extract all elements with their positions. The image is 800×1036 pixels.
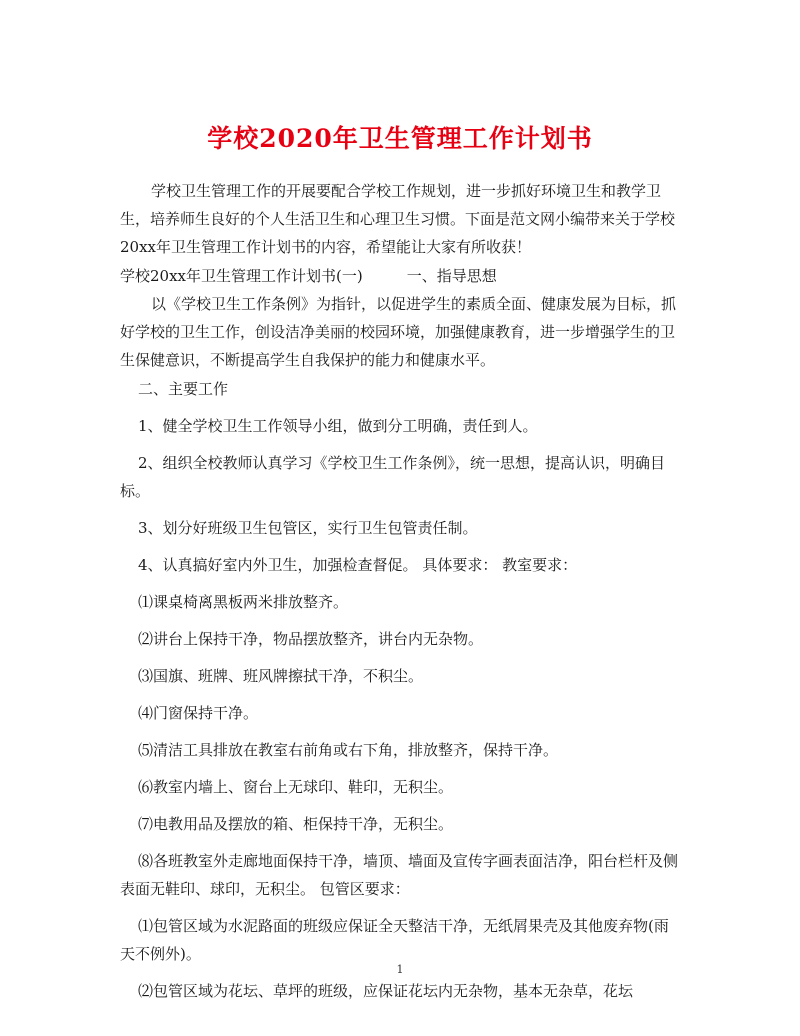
classroom-requirement: ⑺电教用品及摆放的箱、柜保持干净，无积尘。 (138, 815, 454, 833)
document-title: 学校2020年卫生管理工作计划书 (207, 123, 593, 153)
section-1-heading: 一、指导思想 (406, 267, 497, 285)
subtitle: 学校20xx年卫生管理工作计划书(一) (120, 267, 363, 285)
classroom-requirement: ⑻各班教室外走廊地面保持干净，墙顶、墙面及宣传字画表面洁净，阳台栏杆及侧表面无鞋印、球印，无积尘。 包管区要求： (120, 852, 679, 898)
document-body (120, 177, 682, 1005)
work-item: 1、健全学校卫生工作领导小组，做到分工明确，责任到人。 (138, 417, 538, 435)
section-2-heading: 二、主要工作 (138, 380, 229, 398)
classroom-requirement: ⑴课桌椅离黑板两米排放整齐。 (138, 593, 349, 611)
classroom-requirement: ⑶国旗、班牌、班风牌擦拭干净，不积尘。 (138, 667, 424, 685)
classroom-requirement: ⑸清洁工具排放在教室右前角或右下角，排放整齐，保持干净。 (138, 741, 559, 759)
work-item: 4、认真搞好室内外卫生，加强检查督促。 具体要求： 教室要求： (138, 556, 578, 574)
area-requirement: ⑴包管区域为水泥路面的班级应保证全天整洁干净，无纸屑果壳及其他废弃物(雨天不例外)。 (120, 917, 669, 963)
area-requirement: ⑵包管区域为花坛、草坪的班级，应保证花坛内无杂物，基本无杂草，花坛 (138, 982, 634, 1000)
classroom-requirement: ⑵讲台上保持干净，物品摆放整齐，讲台内无杂物。 (138, 630, 484, 648)
section-1-paragraph: 以《学校卫生工作条例》为指针，以促进学生的素质全面、健康发展为目标，抓好学校的卫生工作，创设洁净美丽的校园环境，加强健康教育，进一步增强学生的卫生保健意识，不断提高学生自我保护的能力和健康水平。 (120, 295, 677, 369)
classroom-requirement: ⑹教室内墙上、窗台上无球印、鞋印，无积尘。 (138, 778, 454, 796)
work-item: 3、划分好班级卫生包管区，实行卫生包管责任制。 (138, 519, 478, 537)
work-item: 2、组织全校教师认真学习《学校卫生工作条例》，统一思想，提高认识，明确目标。 (120, 454, 666, 500)
page-number: 1 (396, 963, 404, 976)
subtitle-line (120, 262, 682, 290)
classroom-requirement: ⑷门窗保持干净。 (138, 704, 259, 722)
intro-paragraph: 学校卫生管理工作的开展要配合学校工作规划，进一步抓好环境卫生和教学卫生，培养师生良好的个人生活卫生和心理卫生习惯。下面是范文网小编带来关于学校20xx年卫生管理工作计划书的内容，希望能让大家有所收获！ (120, 182, 676, 256)
